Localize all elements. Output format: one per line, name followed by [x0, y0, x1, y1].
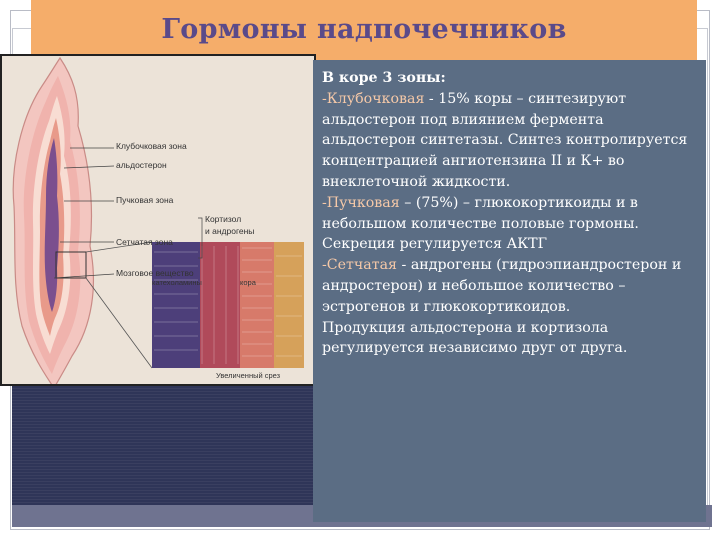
magnified-slice [152, 242, 304, 368]
zone-fascicular-paragraph [322, 193, 698, 255]
slide-title: Гормоны надпочечников [161, 14, 567, 45]
adrenal-illustration [2, 56, 316, 386]
zone-reticular-text: - андрогены (гидроэпиандростерон и андростерон) и небольшое количество – эстрогенов и глюкокортикоидов. [322, 257, 682, 315]
label-cortisol: Кортизол [205, 214, 242, 224]
label-aldosterone: альдостерон [116, 160, 167, 170]
zone-fascicular-text: – (75%) – глюкокортикоиды и в небольшом количестве половые гормоны. Секреция регулируется АКТГ [322, 194, 639, 253]
zone-reticular-paragraph [322, 255, 698, 317]
label-fascicular-zone: Пучковая зона [116, 195, 174, 205]
label-reticular-zone: Сетчатая зона [116, 237, 173, 247]
zone-fascicular-name: -Пучковая [322, 194, 400, 211]
label-magnified-slice: Увеличенный срез [216, 371, 281, 380]
label-catecholamines: катехоламины [152, 278, 202, 287]
closing-paragraph: Продукция альдостерона и кортизола регулируется независимо друг от друга. [322, 319, 628, 357]
label-androgens: и андрогены [205, 226, 255, 236]
adrenal-figure [0, 54, 316, 386]
zone-glomerular-name: -Клубочковая [322, 90, 425, 107]
zone-glomerular-text: - 15% коры – синтезируют альдостерон под влиянием фермента альдостерон синтетазы. Синтез контролируется концентрацией ангиотензина II и К+ во внеклеточной жидкости. [322, 90, 688, 190]
label-glomerular-zone: Клубочковая зона [116, 141, 187, 151]
label-cortex: кора [240, 278, 256, 287]
description-textbox [313, 60, 706, 522]
textbox-heading: В коре 3 зоны: [322, 70, 446, 86]
zone-reticular-name: -Сетчатая [322, 257, 397, 274]
zone-glomerular-paragraph [322, 89, 698, 193]
label-medulla: Мозговое вещество [116, 268, 194, 278]
